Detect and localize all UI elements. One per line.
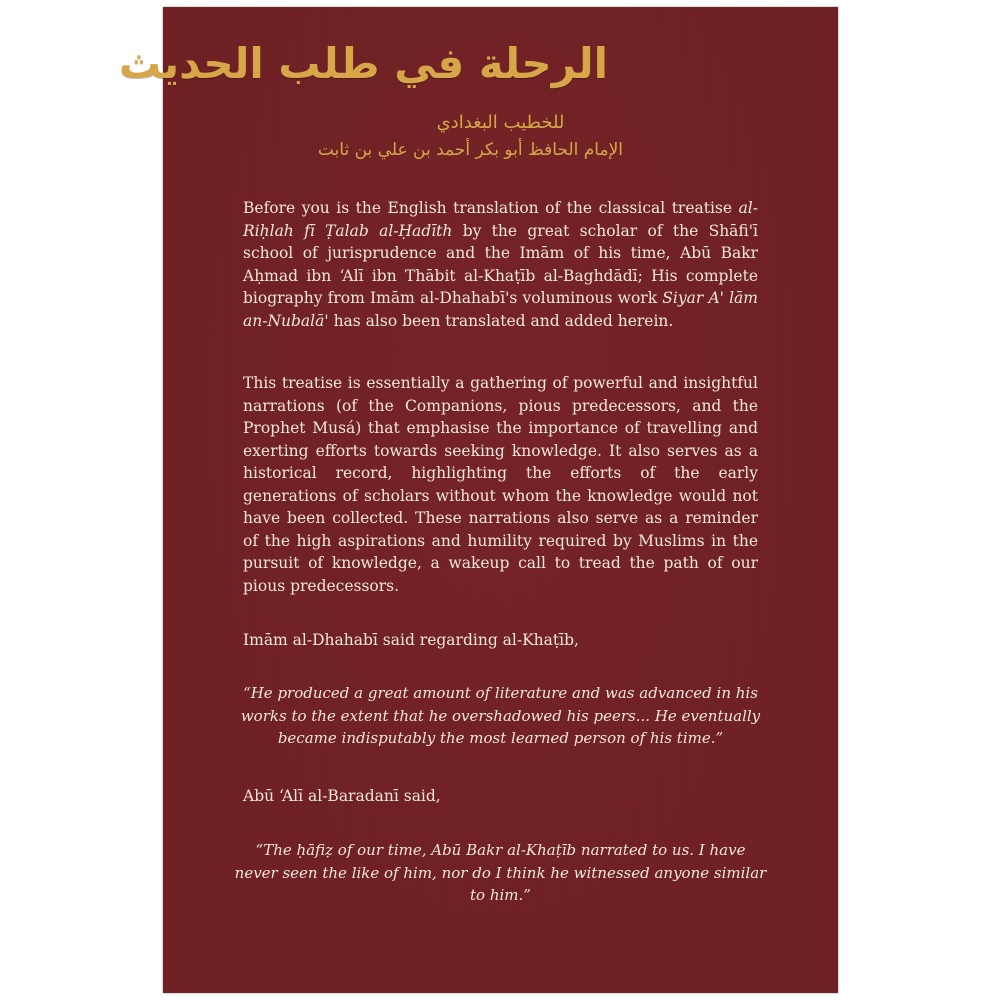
intro-text-part2: by the great scholar of the Shāfi'ī school of jurisprudence and the Imām of his time, Abū Bakr Aḥmad ibn ‘Alī ibn Thābit al-Khaṭīb al-Baghdādī; His complete biography from Imām al-Dhahabī's voluminous work (243, 221, 758, 307)
baradani-quote: “The ḥāfiẓ of our time, Abū Bakr al-Khaṭīb narrated to us. I have never seen the like of him, nor do I think he witnessed anyone similar to him.” (234, 841, 767, 904)
arabic-author-line-1: للخطيب البغدادي (436, 112, 565, 133)
arabic-title-calligraphy: الرحلة في طلب الحديث (118, 39, 608, 88)
intro-paragraph (243, 197, 758, 332)
dhahabi-intro: Imām al-Dhahabī said regarding al-Khaṭīb, (243, 631, 579, 649)
arabic-author-line-2: الإمام الحافظ أبو بكر أحمد بن علي بن ثابت (317, 140, 623, 160)
book-back-cover (118, 7, 838, 993)
description-paragraph: This treatise is essentially a gathering of powerful and insightful narrations (of the Companions, pious predecessors, and the Prophet Musá) that emphasise the importance of travelling and exerting efforts towards seeking knowledge. It also serves as a historical record, highlighting the efforts of the early generations of scholars without whom the knowledge would not have been collected. These narrations also serve as a reminder of the high aspirations and humility required by Muslims in the pursuit of knowledge, a wakeup call to tread the path of our pious predecessors. (243, 374, 758, 595)
intro-text-part3: has also been translated and added herein. (328, 311, 674, 330)
siyar-title: Siyar A' lām an-Nubalā' (243, 289, 758, 330)
dhahabi-quote: “He produced a great amount of literature and was advanced in his works to the extent that he overshadowed his peers... He eventually became indisputably the most learned person of his time.” (240, 684, 761, 747)
intro-text-part1: Before you is the English translation of the classical treatise (243, 199, 739, 217)
baradani-intro: Abū ‘Alī al-Baradanī said, (243, 787, 441, 805)
treatise-title: al-Riḥlah fī Ṭalab al-Ḥadīth (243, 199, 758, 240)
